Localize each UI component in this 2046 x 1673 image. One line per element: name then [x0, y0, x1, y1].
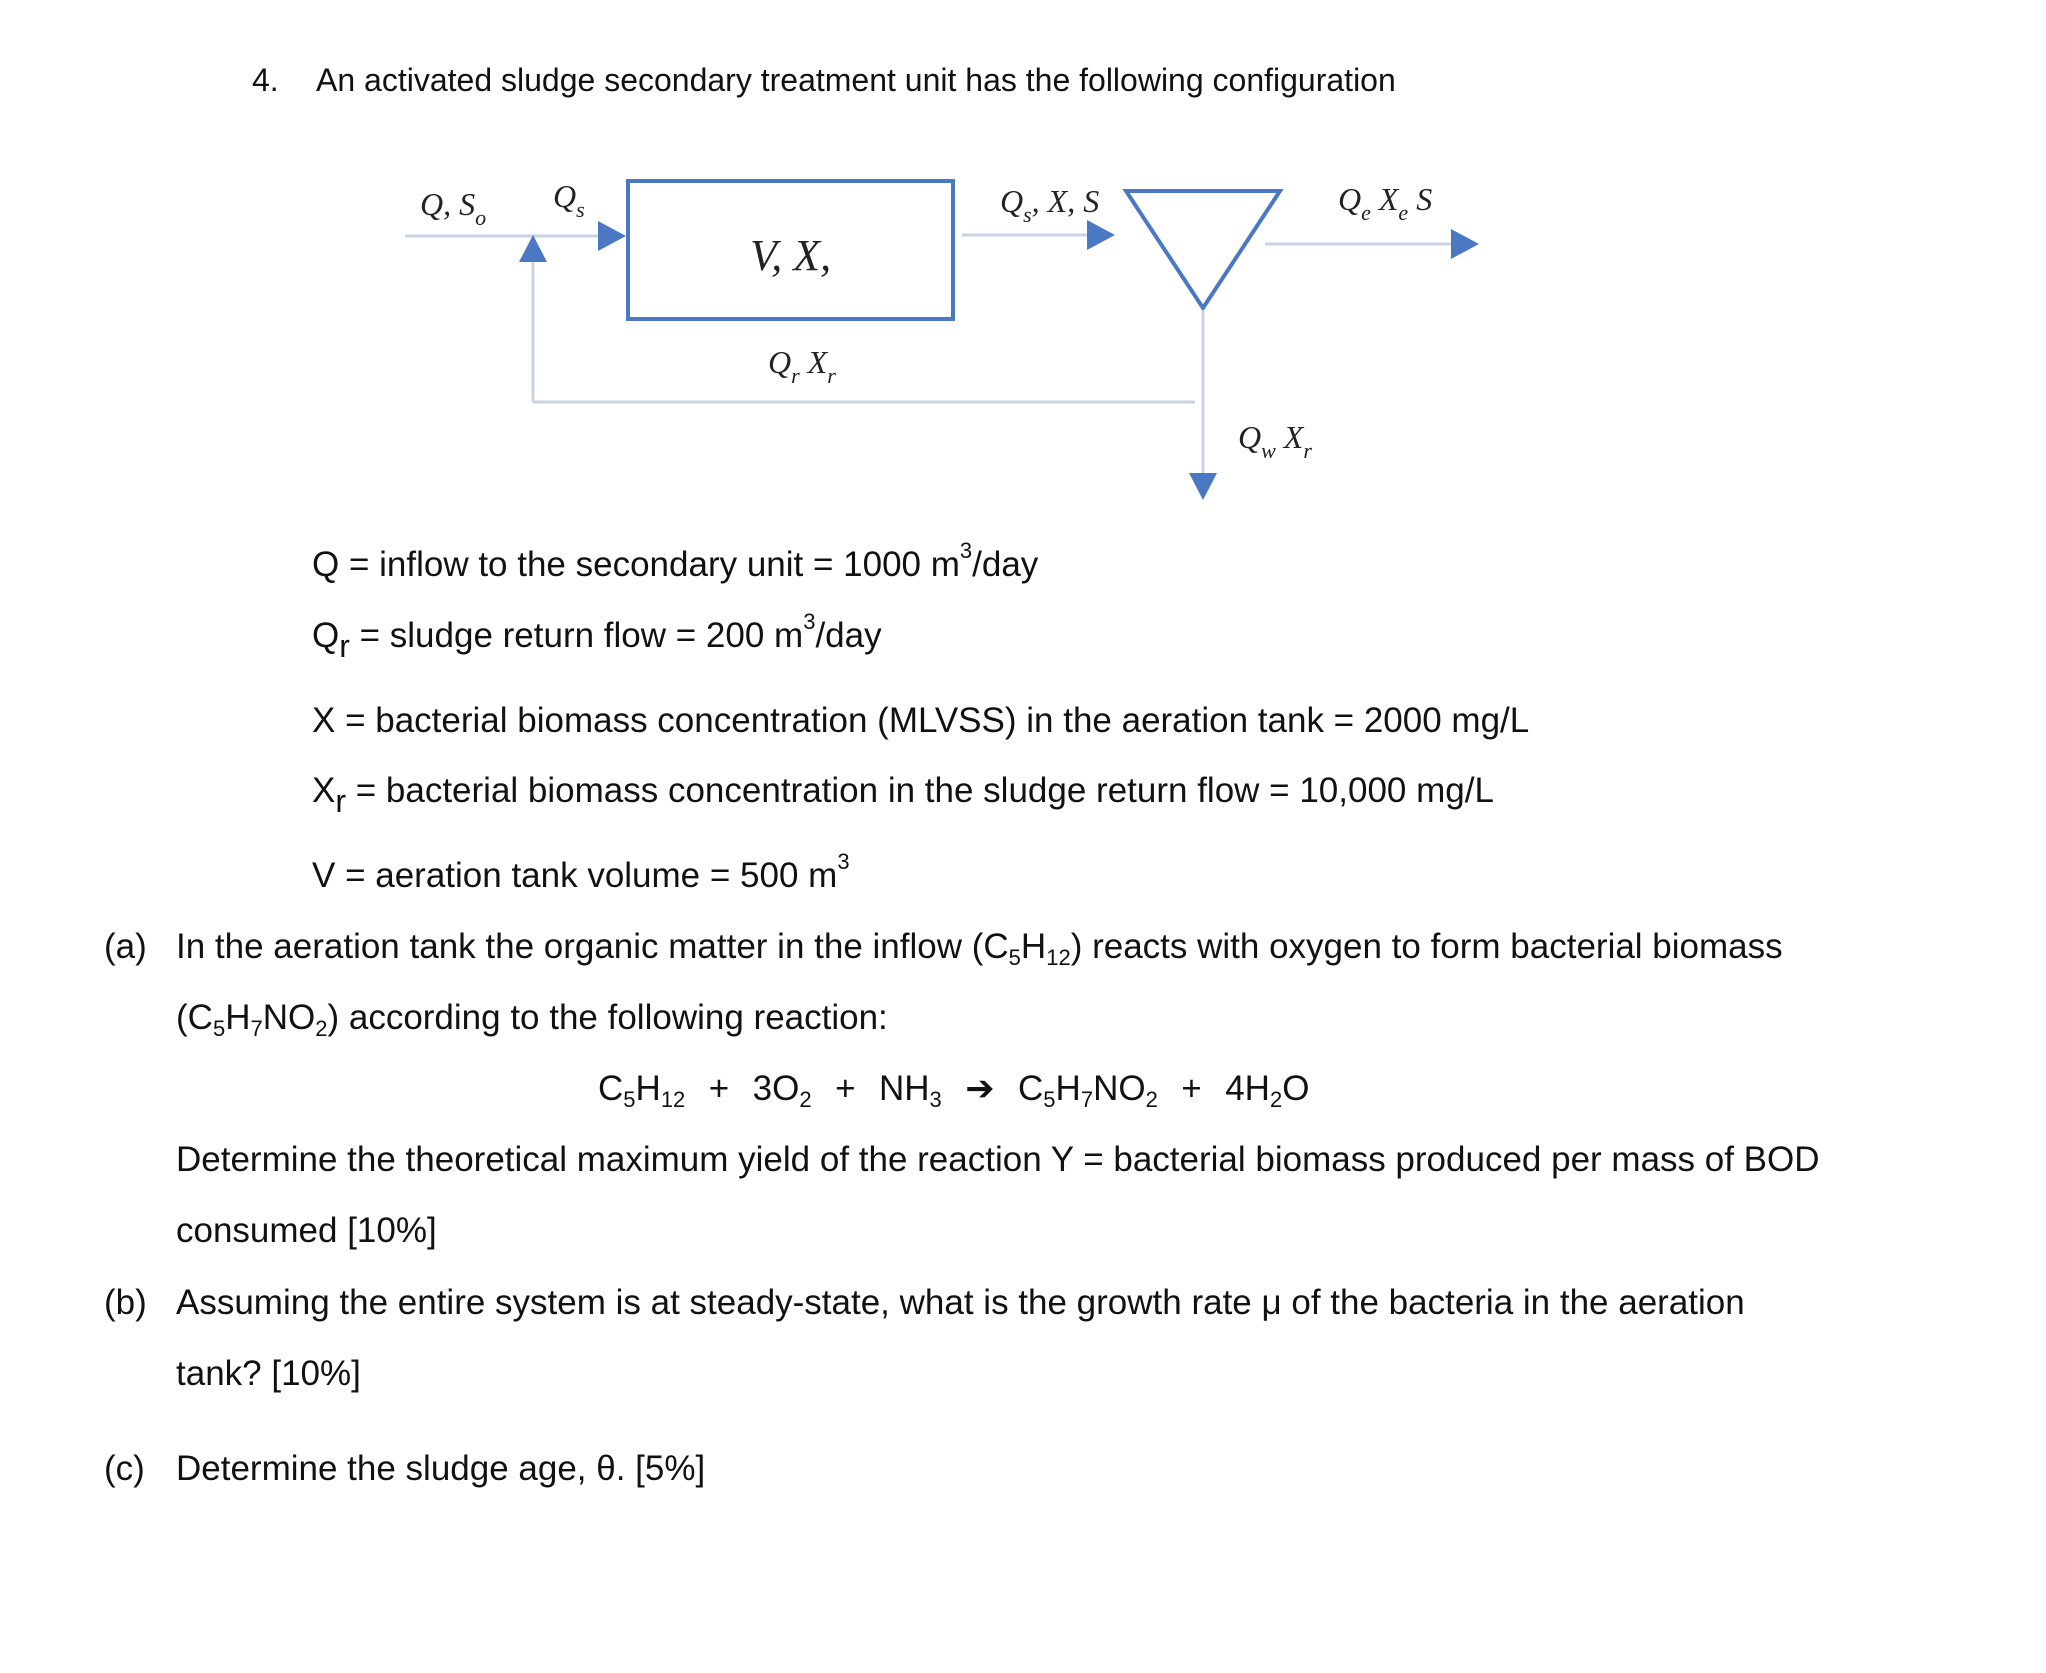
- qs-label: $Q_s$: [553, 178, 585, 222]
- waste-arrowhead: [1189, 473, 1217, 500]
- part-c-line1: Determine the sludge age, θ. [5%]: [176, 1449, 706, 1488]
- part-a-line1: In the aeration tank the organic matter in the inflow $(C_5H_{12})$ reacts with oxygen to form bacterial biomass: [176, 927, 1783, 970]
- part-b-label: (b): [104, 1283, 147, 1322]
- waste-label: $Q_w$ $X_r$: [1238, 419, 1312, 463]
- part-a-question-line1: Determine the theoretical maximum yield of the reaction Y = bacterial biomass produced per mass of BOD: [176, 1140, 1820, 1179]
- inflow-label: Q, $S_o$: [420, 186, 487, 230]
- part-b-line2: tank? [10%]: [176, 1354, 361, 1393]
- clarifier-triangle: [1126, 191, 1280, 308]
- definition-x: X = bacterial biomass concentration (MLVSS) in the aeration tank = 2000 mg/L: [312, 701, 1530, 740]
- part-b-line1: Assuming the entire system is at steady-state, what is the growth rate μ of the bacteria in the aeration: [176, 1283, 1745, 1322]
- part-a-label: (a): [104, 927, 147, 966]
- definition-xr: $X_r$ = bacterial biomass concentration in the sludge return flow = 10,000 mg/L: [312, 771, 1494, 819]
- reaction-equation: $C_5H_{12} + 3O_2 + NH_3$ ➔ $C_5H_7NO_2 + 4H_2O$: [598, 1069, 1310, 1112]
- effluent-label: $Q_e$ $X_e$ S: [1338, 181, 1433, 225]
- tank-outflow-arrowhead: [1087, 220, 1115, 250]
- question-intro: An activated sludge secondary treatment unit has the following configuration: [316, 62, 1396, 98]
- recycle-arrowhead: [519, 235, 547, 262]
- inflow-arrowhead: [598, 221, 626, 251]
- question-number: 4.: [252, 62, 279, 98]
- definition-v: V = aeration tank volume = 500 $m^3$: [312, 849, 850, 895]
- tank-label: V, X,: [750, 231, 832, 280]
- part-a-line2: $(C_5H_7NO_2)$ according to the following reaction:: [176, 998, 888, 1041]
- process-flow-diagram: [0, 0, 2046, 560]
- definition-q: Q = inflow to the secondary unit = 1000 $m^3$/day: [312, 538, 1039, 584]
- part-a-question-line2: consumed [10%]: [176, 1211, 437, 1250]
- definition-qr: $Q_r$ = sludge return flow = 200 $m^3$/day: [312, 609, 882, 664]
- return-label: $Q_r$ $X_r$: [768, 344, 836, 388]
- reaction-arrow-icon: ➔: [965, 1069, 995, 1108]
- effluent-arrowhead: [1451, 229, 1479, 259]
- tank-outflow-label: $Q_s$, X, S: [1000, 183, 1100, 227]
- part-c-label: (c): [104, 1449, 145, 1488]
